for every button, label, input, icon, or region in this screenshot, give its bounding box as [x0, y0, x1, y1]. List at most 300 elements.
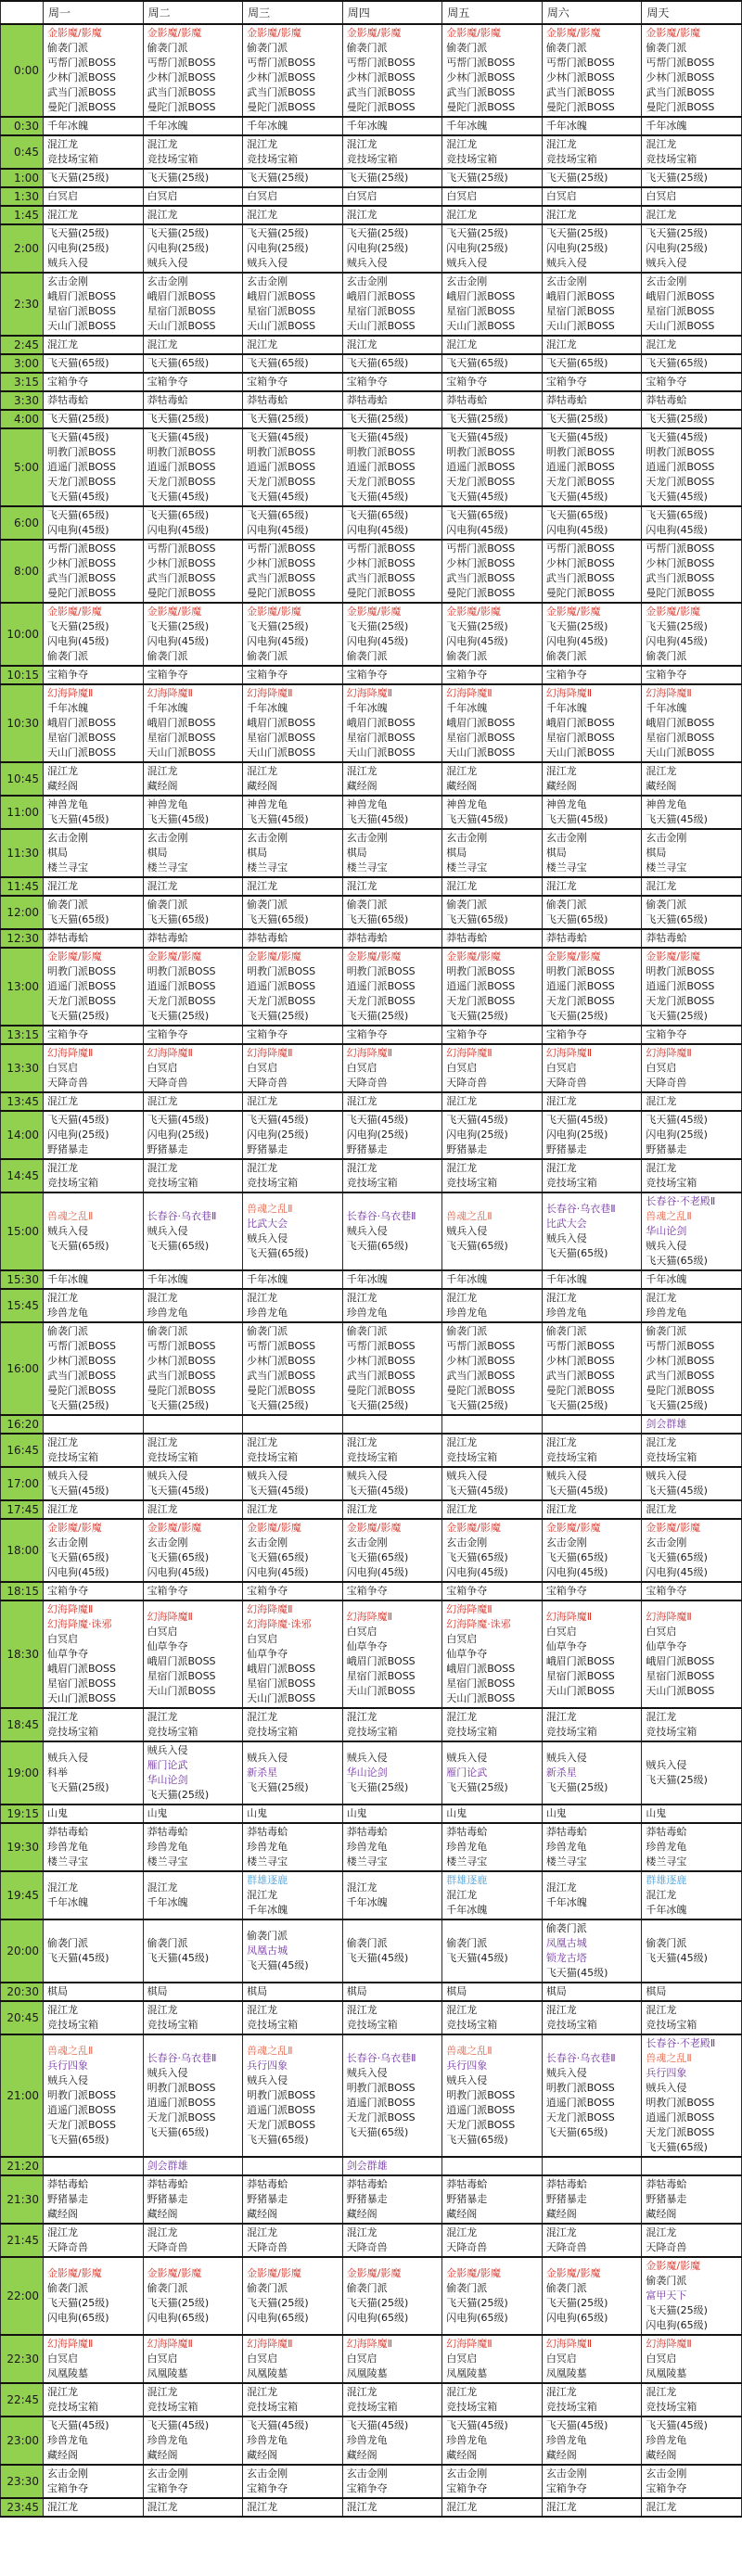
schedule-cell	[44, 2417, 144, 2465]
event-label: 千年冰魄	[646, 1273, 687, 1285]
schedule-cell	[442, 1804, 543, 1823]
schedule-cell	[44, 666, 144, 684]
event-label: 峨眉门派BOSS	[346, 290, 416, 302]
event-label: 混江龙	[346, 338, 377, 351]
event-label: 明教门派BOSS	[545, 965, 615, 977]
event-label: 天龙门派BOSS	[47, 995, 116, 1007]
schedule-cell	[642, 1159, 742, 1192]
schedule-cell	[44, 1500, 144, 1519]
event-label: 棋局	[545, 1985, 567, 1997]
event-label: 天龙门派BOSS	[147, 2111, 216, 2123]
event-label: 飞天猫(45级)	[247, 1114, 309, 1126]
event-label: 天山门派BOSS	[147, 320, 216, 332]
event-label: 偷袭门派	[646, 1937, 687, 1949]
event-label: 山鬼	[147, 1807, 168, 1819]
event-label: 飞天猫(65级)	[446, 1551, 508, 1563]
event-label: 千年冰魄	[147, 120, 188, 132]
event-label: 莽牯毒蛤	[47, 394, 88, 406]
event-label: 飞天猫(65级)	[646, 357, 708, 369]
schedule-row	[1, 684, 742, 762]
event-label: 宝箱争夺	[545, 1585, 587, 1597]
schedule-cell	[143, 896, 243, 929]
event-label: 剑会群雄	[346, 2160, 388, 2172]
schedule-cell	[442, 2383, 543, 2417]
event-label: 偷袭门派	[646, 2275, 687, 2287]
event-label: 星宿门派BOSS	[646, 1670, 715, 1682]
schedule-cell	[642, 896, 742, 929]
schedule-cell	[442, 1919, 543, 1983]
schedule-cell	[342, 391, 442, 410]
event-label: 曼陀门派BOSS	[47, 101, 116, 113]
event-label: 珍兽龙龟	[346, 2434, 388, 2446]
schedule-cell	[143, 684, 243, 762]
schedule-cell	[642, 2157, 742, 2175]
schedule-cell	[243, 206, 343, 224]
schedule-cell	[542, 506, 642, 540]
event-label: 闪电狗(45级)	[646, 1566, 708, 1578]
event-label: 飞天猫(25级)	[147, 413, 210, 425]
schedule-cell	[44, 948, 144, 1026]
schedule-cell	[342, 2224, 442, 2257]
time-label: 15:00	[1, 1192, 44, 1270]
schedule-cell	[342, 187, 442, 206]
event-label: 珍兽龙龟	[545, 2434, 587, 2446]
schedule-cell	[143, 224, 243, 273]
event-label: 混江龙	[346, 880, 377, 892]
event-label: 混江龙	[147, 1095, 178, 1107]
schedule-cell	[642, 1111, 742, 1159]
event-label: 天降奇兽	[47, 1077, 88, 1089]
schedule-cell	[243, 948, 343, 1026]
schedule-cell	[342, 410, 442, 428]
event-label: 白冥启	[346, 1062, 377, 1074]
event-label: 偷袭门派	[147, 1325, 188, 1337]
event-label: 金影魔/影魔	[47, 27, 102, 39]
event-label: 峨眉门派BOSS	[147, 1655, 216, 1667]
event-label: 丐帮门派BOSS	[247, 1340, 316, 1352]
event-label: 贼兵入侵	[147, 1744, 188, 1756]
event-label: 莽牯毒蛤	[247, 394, 288, 406]
event-label: 飞天猫(25级)	[47, 2297, 109, 2309]
schedule-cell	[342, 2498, 442, 2517]
event-label: 莽牯毒蛤	[545, 932, 587, 944]
schedule-cell	[442, 2001, 543, 2034]
schedule-cell	[642, 2175, 742, 2224]
time-label: 18:00	[1, 1519, 44, 1582]
event-label: 金影魔/影魔	[147, 606, 202, 618]
event-label: 飞天猫(45级)	[346, 2419, 409, 2431]
schedule-cell	[143, 1582, 243, 1600]
event-label: 闪电狗(45级)	[247, 1566, 309, 1578]
time-label: 18:30	[1, 1600, 44, 1708]
schedule-cell	[44, 1192, 144, 1270]
schedule-cell	[143, 1871, 243, 1919]
event-label: 混江龙	[47, 765, 78, 777]
event-label: 飞天猫(25级)	[446, 620, 508, 632]
schedule-cell	[143, 1804, 243, 1823]
event-label: 群雄逐鹿	[247, 1874, 288, 1886]
schedule-cell	[542, 1111, 642, 1159]
event-label: 仙草争夺	[247, 1648, 288, 1660]
schedule-row	[1, 1500, 742, 1519]
event-label: 飞天猫(45级)	[47, 813, 109, 825]
event-label: 混江龙	[646, 765, 677, 777]
event-label: 混江龙	[247, 1436, 278, 1448]
event-label: 藏经阁	[47, 2449, 78, 2461]
event-label: 偷袭门派	[545, 1325, 587, 1337]
schedule-cell	[542, 391, 642, 410]
time-label: 11:00	[1, 796, 44, 829]
event-label: 天龙门派BOSS	[346, 995, 416, 1007]
schedule-cell	[243, 2175, 343, 2224]
event-label: 金影魔/影魔	[346, 950, 402, 963]
event-label: 贼兵入侵	[346, 1225, 388, 1237]
schedule-cell	[143, 2257, 243, 2335]
event-label: 竞技场宝箱	[247, 2019, 299, 2031]
event-label: 天龙门派BOSS	[446, 2119, 516, 2131]
schedule-cell	[542, 2498, 642, 2517]
event-label: 飞天猫(45级)	[346, 1952, 409, 1964]
schedule-cell	[442, 877, 543, 896]
event-label: 野猪暴走	[545, 2193, 587, 2205]
event-label: 混江龙	[446, 2386, 478, 2398]
event-label: 莽牯毒蛤	[646, 1826, 687, 1838]
event-label: 飞天猫(25级)	[545, 227, 608, 239]
schedule-cell	[143, 2417, 243, 2465]
time-label: 15:30	[1, 1270, 44, 1289]
event-label: 天龙门派BOSS	[47, 2119, 116, 2131]
event-label: 玄击金刚	[147, 1537, 188, 1549]
event-label: 飞天猫(25级)	[147, 172, 210, 184]
event-label: 少林门派BOSS	[545, 557, 615, 569]
event-label: 楼兰寻宝	[446, 861, 488, 874]
event-label: 天山门派BOSS	[47, 1692, 116, 1704]
schedule-cell	[542, 762, 642, 796]
schedule-cell	[642, 1270, 742, 1289]
event-label: 宝箱争夺	[147, 376, 188, 388]
event-label: 天降奇兽	[346, 2241, 388, 2253]
event-label: 闪电狗(45级)	[646, 635, 708, 647]
event-label: 混江龙	[545, 1881, 577, 1894]
schedule-cell	[44, 1044, 144, 1092]
event-label: 长春谷·乌衣巷Ⅱ	[545, 1203, 616, 1215]
event-label: 星宿门派BOSS	[545, 305, 615, 317]
event-label: 曼陀门派BOSS	[545, 1384, 615, 1396]
event-label: 混江龙	[446, 2004, 478, 2016]
event-label: 偷袭门派	[446, 1937, 488, 1949]
schedule-cell	[642, 373, 742, 391]
event-label: 天龙门派BOSS	[646, 2126, 715, 2138]
event-label: 群雄逐鹿	[646, 1874, 687, 1886]
event-label: 天降奇兽	[545, 2241, 587, 2253]
event-label: 竞技场宝箱	[247, 1726, 299, 1738]
event-label: 峨眉门派BOSS	[147, 290, 216, 302]
event-label: 闪电狗(65级)	[346, 2312, 409, 2324]
event-label: 混江龙	[346, 1711, 377, 1723]
schedule-cell	[442, 2498, 543, 2517]
event-label: 混江龙	[446, 1436, 478, 1448]
event-label: 玄击金刚	[147, 832, 188, 844]
event-label: 千年冰魄	[346, 702, 388, 714]
event-label: 少林门派BOSS	[47, 71, 116, 83]
event-label: 混江龙	[545, 765, 577, 777]
event-label: 明教门派BOSS	[247, 965, 316, 977]
event-label: 闪电狗(45级)	[446, 524, 508, 536]
event-label: 竞技场宝箱	[47, 2019, 98, 2031]
schedule-cell	[44, 1322, 144, 1415]
schedule-cell	[44, 373, 144, 391]
event-label: 莽牯毒蛤	[346, 1826, 388, 1838]
schedule-cell	[442, 540, 543, 603]
schedule-row	[1, 2157, 742, 2175]
schedule-cell	[342, 1500, 442, 1519]
event-label: 闪电狗(45级)	[346, 524, 409, 536]
event-label: 山鬼	[446, 1807, 467, 1819]
event-label: 长春谷·乌衣巷Ⅱ	[346, 1210, 416, 1222]
schedule-cell	[342, 1415, 442, 1434]
event-label: 楼兰寻宝	[147, 1855, 188, 1868]
event-label: 星宿门派BOSS	[346, 732, 416, 744]
event-label: 金影魔/影魔	[47, 606, 102, 618]
event-label: 贼兵入侵	[247, 257, 288, 269]
event-label: 珍兽龙龟	[346, 1307, 388, 1319]
event-label: 贼兵入侵	[646, 1470, 687, 1482]
schedule-cell	[44, 135, 144, 169]
event-label: 竞技场宝箱	[247, 2401, 299, 2413]
event-label: 少林门派BOSS	[646, 1355, 715, 1367]
event-label: 曼陀门派BOSS	[545, 101, 615, 113]
event-label: 幻海降魔Ⅱ	[47, 2338, 94, 2350]
event-label: 金影魔/影魔	[247, 1522, 301, 1534]
schedule-cell	[642, 1434, 742, 1467]
schedule-cell	[342, 1823, 442, 1871]
time-label: 15:45	[1, 1289, 44, 1322]
event-label: 白冥启	[545, 1626, 577, 1638]
event-label: 天龙门派BOSS	[446, 995, 516, 1007]
schedule-cell	[243, 135, 343, 169]
event-label: 明教门派BOSS	[446, 2089, 516, 2101]
event-label: 混江龙	[545, 2004, 577, 2016]
event-label: 逍遥门派BOSS	[346, 980, 416, 992]
event-label: 山鬼	[47, 1807, 68, 1819]
event-label: 白冥启	[247, 1633, 278, 1645]
event-label: 棋局	[147, 1985, 168, 1997]
event-label: 偷袭门派	[147, 2282, 188, 2294]
event-label: 幻海降魔Ⅱ	[346, 2338, 393, 2350]
event-label: 混江龙	[147, 1162, 178, 1174]
event-label: 逍遥门派BOSS	[646, 461, 715, 473]
event-label: 棋局	[47, 1985, 68, 1997]
event-label: 丐帮门派BOSS	[47, 57, 116, 69]
time-label: 16:20	[1, 1415, 44, 1434]
schedule-cell	[642, 336, 742, 354]
event-label: 金影魔/影魔	[446, 606, 501, 618]
schedule-row	[1, 1582, 742, 1600]
event-label: 莽牯毒蛤	[47, 2178, 88, 2190]
event-label: 飞天猫(45级)	[646, 813, 708, 825]
event-label: 混江龙	[545, 1095, 577, 1107]
schedule-cell	[542, 1415, 642, 1434]
event-label: 少林门派BOSS	[446, 557, 516, 569]
schedule-cell	[243, 224, 343, 273]
event-label: 贼兵入侵	[346, 1470, 388, 1482]
event-label: 混江龙	[545, 1436, 577, 1448]
event-label: 飞天猫(45级)	[545, 1967, 608, 1979]
event-label: 楼兰寻宝	[446, 1855, 488, 1868]
event-label: 丐帮门派BOSS	[545, 57, 615, 69]
schedule-cell	[642, 1289, 742, 1322]
schedule-cell	[243, 1919, 343, 1983]
schedule-cell	[44, 1741, 144, 1804]
event-label: 神兽龙龟	[47, 798, 88, 810]
event-label: 宝箱争夺	[446, 1028, 488, 1040]
event-label: 飞天猫(65级)	[446, 1240, 508, 1252]
event-label: 飞天猫(25级)	[646, 1010, 708, 1022]
event-label: 白冥启	[47, 1633, 78, 1645]
schedule-cell	[342, 135, 442, 169]
event-label: 飞天猫(45级)	[147, 1114, 210, 1126]
event-label: 藏经阁	[346, 780, 377, 792]
event-label: 山鬼	[247, 1807, 268, 1819]
event-label: 飞天猫(65级)	[247, 1247, 309, 1259]
event-label: 武当门派BOSS	[646, 1370, 715, 1382]
event-label: 白冥启	[646, 1062, 677, 1074]
schedule-cell	[542, 336, 642, 354]
schedule-cell	[342, 2157, 442, 2175]
schedule-cell	[243, 877, 343, 896]
event-label: 偷袭门派	[545, 899, 587, 911]
schedule-row	[1, 24, 742, 117]
event-label: 混江龙	[446, 1711, 478, 1723]
event-label: 丐帮门派BOSS	[147, 1340, 216, 1352]
event-label: 幻海降魔Ⅱ	[446, 1603, 493, 1615]
event-label: 飞天猫(25级)	[147, 1010, 210, 1022]
time-label: 2:00	[1, 224, 44, 273]
event-label: 千年冰魄	[545, 1896, 587, 1908]
event-label: 飞天猫(25级)	[346, 227, 409, 239]
schedule-cell	[642, 666, 742, 684]
schedule-cell	[143, 24, 243, 117]
event-label: 曼陀门派BOSS	[545, 587, 615, 599]
schedule-cell	[143, 2224, 243, 2257]
event-label: 混江龙	[646, 880, 677, 892]
event-label: 星宿门派BOSS	[446, 305, 516, 317]
event-label: 宝箱争夺	[247, 376, 288, 388]
event-label: 千年冰魄	[446, 1904, 488, 1916]
schedule-cell	[342, 336, 442, 354]
schedule-cell	[542, 2001, 642, 2034]
event-label: 藏经阁	[147, 780, 178, 792]
event-label: 天龙门派BOSS	[47, 476, 116, 488]
schedule-cell	[642, 1467, 742, 1500]
schedule-cell	[243, 169, 343, 187]
event-label: 少林门派BOSS	[247, 71, 316, 83]
time-label: 23:45	[1, 2498, 44, 2517]
event-label: 千年冰魄	[147, 702, 188, 714]
event-label: 飞天猫(45级)	[247, 2419, 309, 2431]
event-label: 楼兰寻宝	[646, 861, 687, 874]
event-label: 莽牯毒蛤	[247, 932, 288, 944]
event-label: 竞技场宝箱	[346, 1451, 398, 1463]
event-label: 飞天猫(45级)	[646, 431, 708, 443]
event-label: 偷袭门派	[147, 42, 188, 54]
event-label: 逍遥门派BOSS	[147, 2097, 216, 2109]
event-label: 曼陀门派BOSS	[646, 1384, 715, 1396]
event-label: 仙草争夺	[545, 1640, 587, 1652]
event-label: 天山门派BOSS	[646, 746, 715, 759]
schedule-cell	[342, 354, 442, 373]
event-label: 竞技场宝箱	[545, 2401, 597, 2413]
event-label: 星宿门派BOSS	[47, 305, 116, 317]
time-label: 21:45	[1, 2224, 44, 2257]
event-label: 仙草争夺	[147, 1640, 188, 1652]
schedule-cell	[442, 506, 543, 540]
schedule-cell	[642, 410, 742, 428]
event-label: 金影魔/影魔	[346, 2267, 402, 2279]
schedule-row	[1, 1111, 742, 1159]
schedule-cell	[143, 2001, 243, 2034]
event-label: 偷袭门派	[446, 1325, 488, 1337]
event-label: 闪电狗(45级)	[346, 1566, 409, 1578]
schedule-row	[1, 273, 742, 336]
event-label: 棋局	[446, 1985, 467, 1997]
event-label: 幻海降魔Ⅱ	[147, 687, 193, 699]
event-label: 金影魔/影魔	[47, 950, 102, 963]
schedule-cell	[642, 2417, 742, 2465]
event-label: 玄击金刚	[545, 2468, 587, 2480]
schedule-row	[1, 206, 742, 224]
event-label: 珍兽龙龟	[147, 1307, 188, 1319]
schedule-cell	[442, 24, 543, 117]
event-label: 混江龙	[47, 2226, 78, 2238]
schedule-cell	[542, 948, 642, 1026]
event-label: 混江龙	[545, 1162, 577, 1174]
schedule-cell	[243, 1044, 343, 1092]
event-label: 天降奇兽	[545, 1077, 587, 1089]
event-label: 飞天猫(25级)	[247, 227, 309, 239]
schedule-cell	[243, 929, 343, 948]
event-label: 千年冰魄	[646, 1904, 687, 1916]
event-label: 天山门派BOSS	[545, 320, 615, 332]
event-label: 竞技场宝箱	[646, 153, 697, 165]
event-label: 飞天猫(25级)	[446, 172, 508, 184]
event-label: 混江龙	[147, 1436, 178, 1448]
schedule-row	[1, 1270, 742, 1289]
event-label: 金影魔/影魔	[646, 2260, 701, 2272]
time-label: 11:30	[1, 829, 44, 877]
event-label: 竞技场宝箱	[346, 2401, 398, 2413]
schedule-cell	[442, 1467, 543, 1500]
event-label: 幻海降魔Ⅱ	[147, 1611, 193, 1623]
event-label: 偷袭门派	[47, 899, 88, 911]
event-label: 野猪暴走	[545, 1143, 587, 1155]
event-label: 偷袭门派	[247, 899, 288, 911]
schedule-cell	[342, 506, 442, 540]
event-label: 天龙门派BOSS	[147, 995, 216, 1007]
event-label: 星宿门派BOSS	[247, 305, 316, 317]
schedule-cell	[442, 206, 543, 224]
event-label: 峨眉门派BOSS	[47, 1663, 116, 1675]
schedule-cell	[143, 1270, 243, 1289]
event-label: 峨眉门派BOSS	[147, 717, 216, 729]
schedule-row	[1, 1322, 742, 1415]
event-label: 混江龙	[346, 2226, 377, 2238]
event-label: 曼陀门派BOSS	[446, 101, 516, 113]
time-label: 22:30	[1, 2335, 44, 2383]
event-label: 闪电狗(45级)	[247, 635, 309, 647]
event-label: 宝箱争夺	[247, 2482, 288, 2494]
schedule-cell	[44, 1804, 144, 1823]
